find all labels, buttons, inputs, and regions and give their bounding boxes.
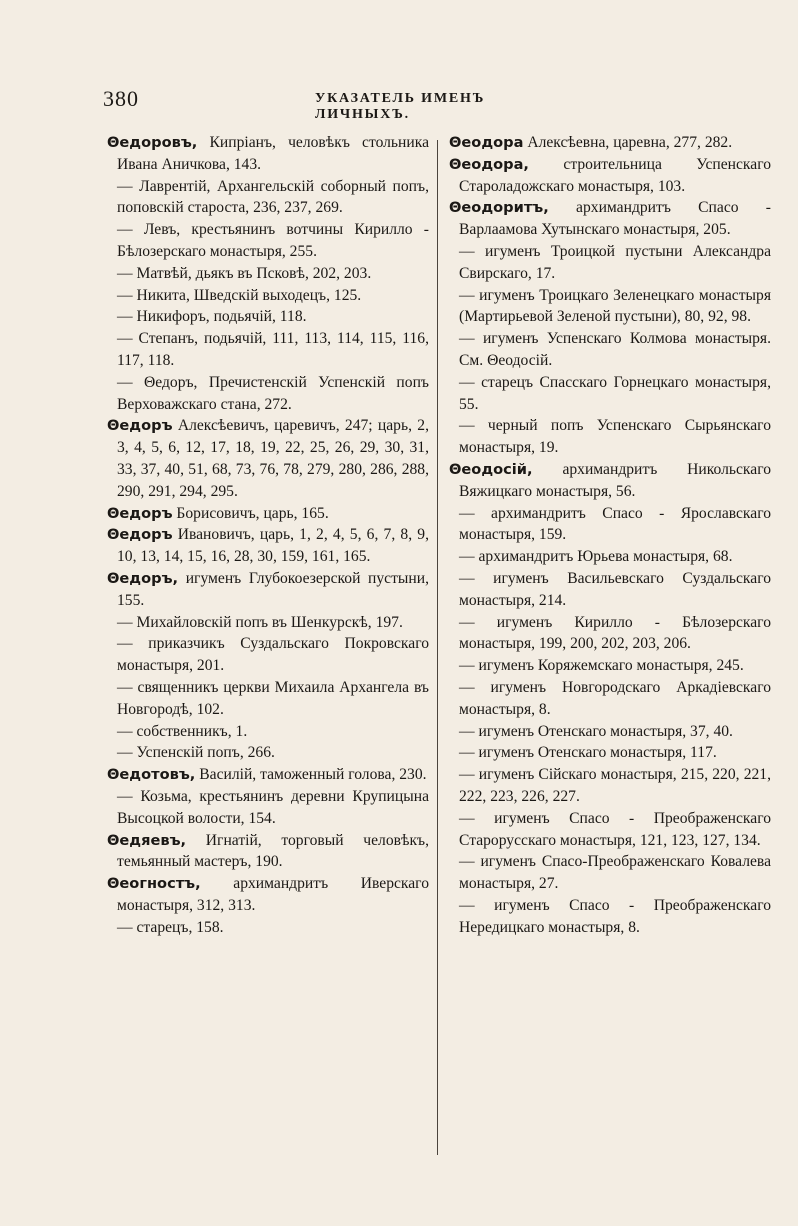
running-title: УКАЗАТЕЛЬ ИМЕНЪ ЛИЧНЫХЪ. — [315, 91, 486, 122]
entry-headword: Θедотовъ, — [107, 766, 196, 784]
index-entry — [449, 197, 771, 241]
index-entry — [449, 154, 771, 198]
entry-text: — Лаврентій, Архангельскій соборный попъ, поповскій староста, 236, 237, 269. — [117, 177, 429, 217]
index-entry — [449, 655, 771, 677]
entry-headword: Θедоръ — [107, 504, 173, 522]
entry-text: — собственникъ, 1. — [117, 722, 248, 740]
entry-text: Алексѣевна, царевна, 277, 282. — [523, 134, 733, 151]
entry-headword: Θедоръ — [107, 526, 173, 544]
index-entry — [449, 546, 771, 568]
index-entry — [449, 503, 771, 547]
entry-text: — игуменъ Сійскаго монастыря, 215, 220, 221, 222, 223, 226, 227. — [459, 766, 771, 805]
entry-text: Кипріанъ, человѣкъ стольника Ивана Аничкова, 143. — [117, 134, 429, 173]
entry-text: — игуменъ Спасо - Преображенскаго Старорусскаго монастыря, 121, 123, 127, 134. — [459, 809, 771, 849]
entry-text: — Михайловскій попъ въ Шенкурскѣ, 197. — [117, 613, 403, 631]
entry-text: — игуменъ Отенскаго монастыря, 117. — [459, 744, 717, 762]
entry-headword: Θедоръ, — [107, 569, 179, 587]
entry-headword: Θеодоритъ, — [449, 199, 549, 217]
entry-headword: Θеодора — [449, 134, 524, 151]
entry-text: — игуменъ Троицкаго Зеленецкаго монастыря (Мартирьевой Зеленой пустыни), 80, 92, 98. — [459, 286, 771, 326]
entry-text: — старецъ Спасскаго Горнецкаго монастыря, 55. — [459, 373, 771, 413]
entry-text: архимандритъ Никольскаго Вяжицкаго монастыря, 56. — [459, 460, 771, 500]
index-entry — [107, 633, 429, 677]
index-entry — [449, 328, 771, 372]
entry-headword: Θеогностъ, — [107, 875, 201, 893]
entry-text: строительница Успенскаго Староладожскаго монастыря, 103. — [459, 155, 771, 195]
entry-text: — Θедоръ, Пречистенскій Успенскій попъ Верховажскаго стана, 272. — [117, 373, 429, 413]
index-entry — [107, 612, 429, 634]
index-entry — [449, 677, 771, 721]
page-number: 380 — [103, 86, 139, 111]
index-entry — [449, 742, 771, 764]
entry-text: — священникъ церкви Михаила Архангела въ Новгородѣ, 102. — [117, 678, 429, 718]
index-entry — [449, 285, 771, 329]
entry-text: — архимандритъ Спасо - Ярославскаго монастыря, 159. — [459, 504, 771, 544]
entry-text: — игуменъ Отенскаго монастыря, 37, 40. — [459, 722, 733, 740]
entry-text: Алексѣевичъ, царевичъ, 247; царь, 2, 3, 4, 5, 6, 12, 17, 18, 19, 22, 25, 26, 29, 30, 31, 33, 37, 40, 51, 68, 73, 76, 78, 279, 280, 286, 288, 290, 291, 294, 295. — [117, 417, 429, 500]
page-header — [103, 86, 568, 122]
index-entry — [107, 328, 429, 372]
index-entry — [107, 742, 429, 764]
entry-text: архимандритъ Спасо - Варлаамова Хутынскаго монастыря, 205. — [459, 199, 771, 239]
index-entry — [107, 415, 429, 502]
column-divider — [437, 140, 438, 1155]
entry-text: — игуменъ Новгородскаго Аркадіевскаго монастыря, 8. — [459, 678, 771, 718]
right-column — [449, 132, 771, 938]
index-entry — [107, 830, 429, 874]
index-entry — [449, 808, 771, 852]
entry-text: Ивановичъ, царь, 1, 2, 4, 5, 6, 7, 8, 9, 10, 13, 14, 15, 16, 28, 30, 159, 161, 165. — [117, 526, 429, 566]
index-entry — [107, 524, 429, 568]
entry-headword: Θедоръ — [107, 417, 173, 435]
index-entry — [449, 568, 771, 612]
entry-text: Игнатій, торговый человѣкъ, темьянный мастеръ, 190. — [117, 831, 429, 871]
index-entry — [107, 764, 429, 786]
index-entry — [449, 895, 771, 939]
entry-text: — игуменъ Коряжемскаго монастыря, 245. — [459, 657, 744, 675]
entry-text: Борисовичъ, царь, 165. — [172, 504, 329, 522]
entry-text: Василій, таможенный голова, 230. — [195, 766, 427, 784]
entry-text: — Левъ, крестьянинъ вотчины Кирилло - Бѣлозерскаго монастыря, 255. — [117, 221, 429, 260]
index-entry — [107, 219, 429, 263]
entry-text: — игуменъ Успенскаго Колмова монастыря. См. Θеодосій. — [459, 330, 771, 369]
index-entry — [107, 176, 429, 220]
index-entry — [449, 415, 771, 459]
index-entry — [107, 786, 429, 830]
entry-text: — Матвѣй, дьякъ въ Псковѣ, 202, 203. — [117, 264, 372, 282]
entry-text: — черный попъ Успенскаго Сырьянскаго монастыря, 19. — [459, 417, 771, 457]
entry-headword: Θедоровъ, — [107, 134, 198, 151]
entry-text: — архимандритъ Юрьева монастыря, 68. — [459, 548, 733, 566]
entry-headword: Θеодосій, — [449, 460, 533, 478]
entry-text: — игуменъ Спасо - Преображенскаго Нередицкаго монастыря, 8. — [459, 896, 771, 936]
index-entry — [107, 285, 429, 307]
entry-text: — игуменъ Кирилло - Бѣлозерскаго монастыря, 199, 200, 202, 203, 206. — [459, 613, 771, 653]
index-entry — [449, 132, 771, 154]
index-entry — [107, 873, 429, 917]
index-entry — [107, 372, 429, 416]
index-entry — [449, 241, 771, 285]
index-entry — [449, 851, 771, 895]
entry-text: — приказчикъ Суздальскаго Покровскаго монастыря, 201. — [117, 635, 429, 675]
left-column — [107, 132, 429, 938]
entry-text: — Козьма, крестьянинъ деревни Крупицына Высоцкой волости, 154. — [117, 787, 429, 827]
index-entry — [107, 132, 429, 176]
entry-text: — игуменъ Троицкой пустыни Александра Свирскаго, 17. — [459, 242, 771, 282]
index-entry — [449, 721, 771, 743]
index-entry — [449, 459, 771, 503]
entry-headword: Θеодора, — [449, 155, 529, 173]
index-entry — [107, 917, 429, 939]
index-entry — [107, 306, 429, 328]
entry-text: — Никита, Шведскій выходецъ, 125. — [117, 286, 362, 304]
entry-headword: Θедяевъ, — [107, 831, 187, 849]
entry-text: — Степанъ, подьячій, 111, 113, 114, 115, 116, 117, 118. — [117, 330, 429, 369]
index-entry — [107, 568, 429, 612]
entry-text: игуменъ Глубокоезерской пустыни, 155. — [117, 569, 429, 609]
index-entry — [107, 503, 429, 525]
entry-text: — игуменъ Васильевскаго Суздальскаго монастыря, 214. — [459, 569, 771, 609]
entry-text: архимандритъ Иверскаго монастыря, 312, 313. — [117, 875, 429, 914]
index-entry — [449, 764, 771, 808]
entry-text: — старецъ, 158. — [117, 918, 224, 936]
entry-text: — Успенскій попъ, 266. — [117, 744, 275, 762]
index-entry — [107, 677, 429, 721]
entry-text: — Никифоръ, подьячій, 118. — [117, 308, 307, 326]
index-entry — [449, 372, 771, 416]
entry-text: — игуменъ Спасо-Преображенскаго Ковалева монастыря, 27. — [459, 853, 771, 893]
index-entry — [107, 263, 429, 285]
index-entry — [449, 612, 771, 656]
index-entry — [107, 721, 429, 743]
